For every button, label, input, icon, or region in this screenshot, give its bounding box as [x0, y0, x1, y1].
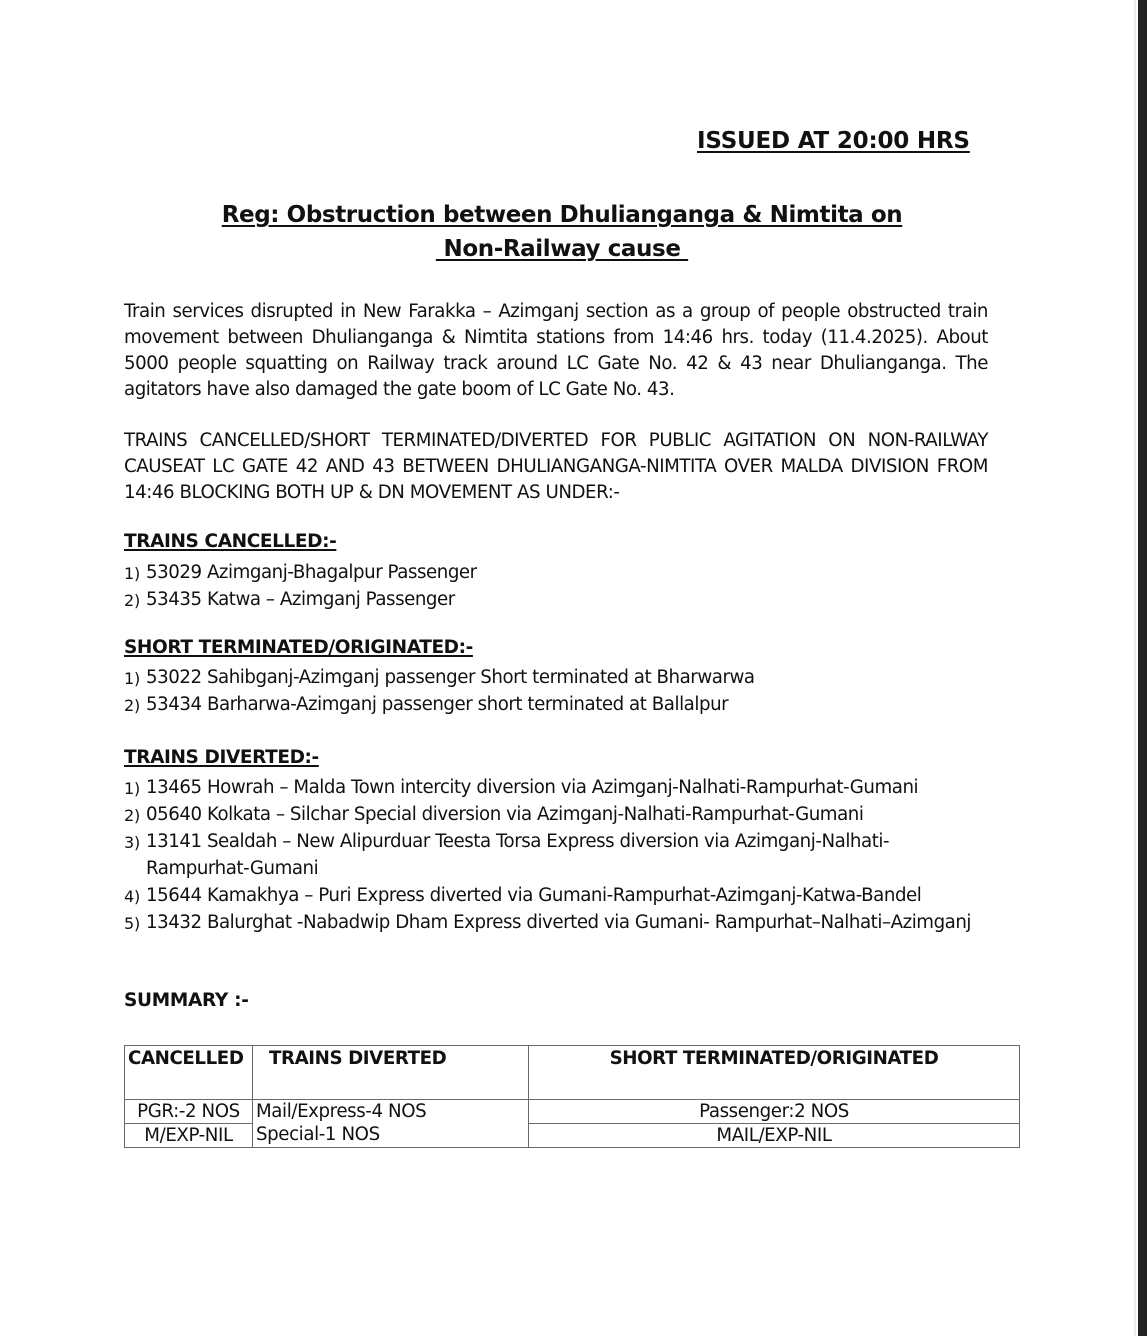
list-item [124, 774, 974, 801]
short-terminated-mail-cell: MAIL/EXP-NIL [529, 1124, 1020, 1148]
list-number: 5) [124, 914, 141, 933]
list-item [124, 909, 974, 936]
short-terminated-heading: SHORT TERMINATED/ORIGINATED:- [124, 637, 473, 658]
list-text: 13432 Balurghat -Nabadwip Dham Express diverted via Gumani- Rampurhat–Nalhati–Azimganj [146, 912, 972, 933]
list-text: 13465 Howrah – Malda Town intercity diversion via Azimganj-Nalhati-Rampurhat-Gumani [146, 777, 919, 798]
subject-heading [124, 198, 1000, 266]
short-terminated-list [124, 664, 1004, 718]
diverted-special: Special-1 NOS [256, 1124, 380, 1145]
list-item [124, 664, 1004, 691]
notice-paragraph: TRAINS CANCELLED/SHORT TERMINATED/DIVERTED FOR PUBLIC AGITATION ON NON-RAILWAY CAUSEAT LC GATE 42 AND 43 BETWEEN DHULIANGANGA-NIMTITA OVER MALDA DIVISION FROM 14:46 BLOCKING BOTH UP & DN MOVEMENT AS UNDER:- [124, 430, 988, 503]
list-item [124, 691, 1004, 718]
list-number: 2) [124, 591, 141, 610]
list-number: 1) [124, 564, 141, 583]
list-item [124, 801, 974, 828]
list-text: 15644 Kamakhya – Puri Express diverted via Gumani-Rampurhat-Azimganj-Katwa-Bandel [146, 885, 922, 906]
summary-table [124, 1045, 1020, 1148]
list-text: 13141 Sealdah – New Alipurduar Teesta Torsa Express diversion via Azimganj-Nalhati-Rampurhat-Gumani [146, 831, 890, 879]
list-text: 53022 Sahibganj-Azimganj passenger Short terminated at Bharwarwa [146, 667, 755, 688]
header-short-terminated: SHORT TERMINATED/ORIGINATED [529, 1046, 1020, 1100]
cancelled-list [124, 559, 1004, 613]
summary-label: SUMMARY :- [124, 990, 249, 1011]
list-number: 1) [124, 779, 141, 798]
list-number: 3) [124, 833, 141, 852]
list-text: 53435 Katwa – Azimganj Passenger [146, 589, 455, 610]
list-number: 1) [124, 669, 141, 688]
summary-row [125, 1100, 1020, 1124]
summary-header-row [125, 1046, 1020, 1100]
viewer-edge-bar [1138, 0, 1147, 1336]
diverted-heading: TRAINS DIVERTED:- [124, 747, 319, 768]
subject-line-2: Non-Railway cause [435, 236, 689, 262]
list-item [124, 559, 1004, 586]
list-number: 4) [124, 887, 141, 906]
diverted-cell [253, 1100, 529, 1148]
list-text: 53029 Azimganj-Bhagalpur Passenger [146, 562, 477, 583]
list-number: 2) [124, 696, 141, 715]
diverted-list [124, 774, 974, 936]
issued-time: ISSUED AT 20:00 HRS [697, 128, 970, 154]
intro-paragraph: Train services disrupted in New Farakka – Azimganj section as a group of people obstructed train movement between Dhulianganga & Nimtita stations from 14:46 hrs. today (11.4.2025). About 5000 people squatting on Railway track around LC Gate No. 42 & 43 near Dhulianganga. The agitators have also damaged the gate boom of LC Gate No. 43. [124, 301, 988, 400]
list-item [124, 586, 1004, 613]
cancelled-heading: TRAINS CANCELLED:- [124, 531, 337, 552]
list-item [124, 882, 974, 909]
list-text: 05640 Kolkata – Silchar Special diversion via Azimganj-Nalhati-Rampurhat-Gumani [146, 804, 864, 825]
subject-line-1: Reg: Obstruction between Dhulianganga & Nimtita on [221, 202, 903, 228]
diverted-mail-express: Mail/Express-4 NOS [256, 1101, 427, 1122]
list-text: 53434 Barharwa-Azimganj passenger short terminated at Ballalpur [146, 694, 729, 715]
short-terminated-passenger-cell: Passenger:2 NOS [529, 1100, 1020, 1124]
cancelled-mexp-cell: M/EXP-NIL [125, 1124, 253, 1148]
header-cancelled: CANCELLED [125, 1046, 253, 1100]
header-diverted: TRAINS DIVERTED [253, 1046, 529, 1100]
cancelled-pgr-cell: PGR:-2 NOS [125, 1100, 253, 1124]
list-number: 2) [124, 806, 141, 825]
list-item [124, 828, 974, 882]
